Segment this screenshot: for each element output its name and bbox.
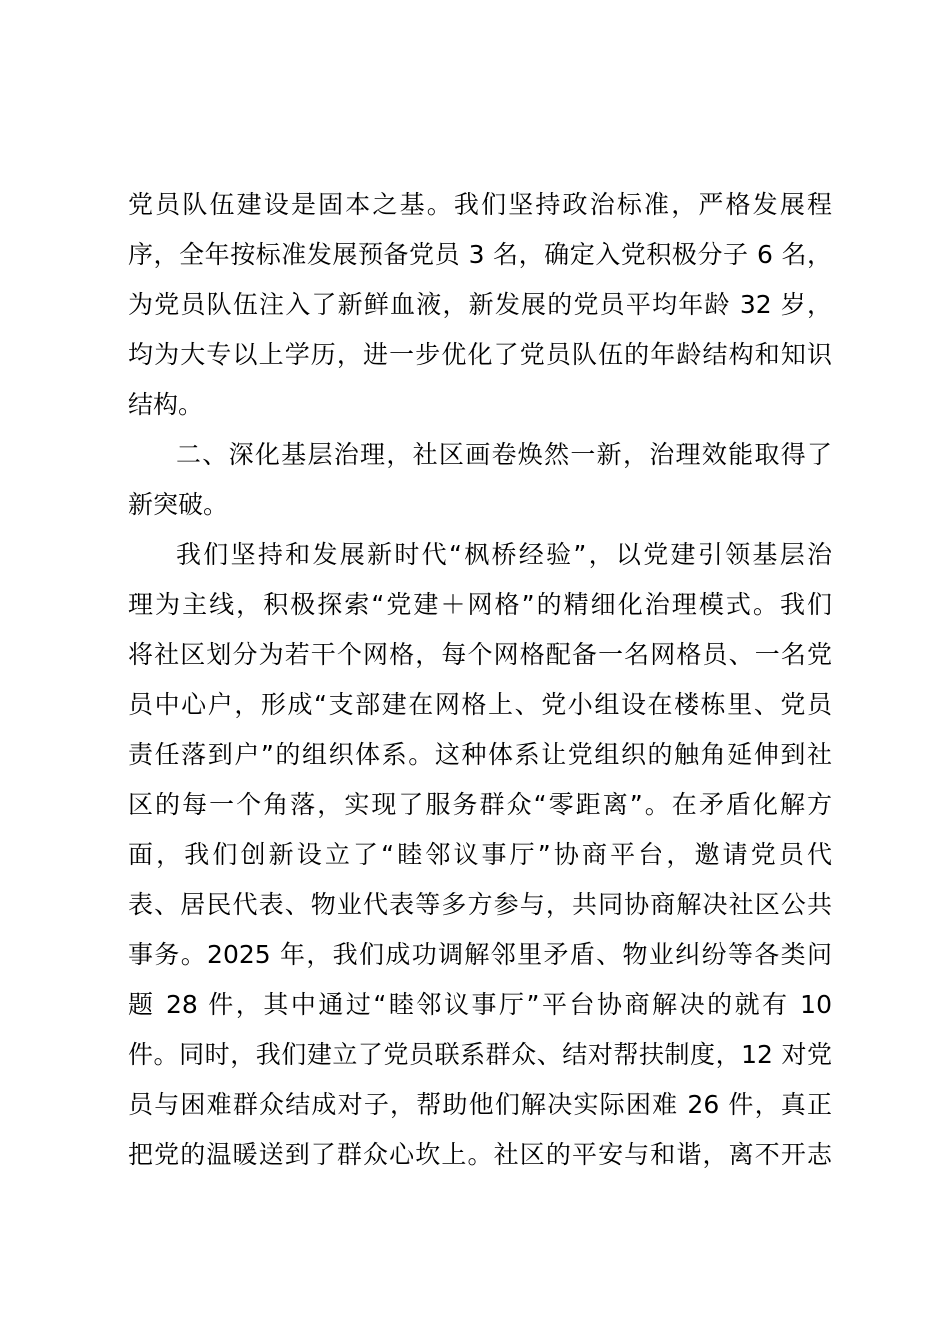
text-line: 把党的温暖送到了群众心坎上。社区的平安与和谐，离不开志 [128, 1140, 832, 1169]
text-line: 表、居民代表、物业代表等多方参与，共同协商解决社区公共 [128, 890, 832, 919]
text-line: 员中心户，形成“支部建在网格上、党小组设在楼栋里、党员 [128, 690, 832, 719]
text-line: 面，我们创新设立了“睦邻议事厅”协商平台，邀请党员代 [128, 840, 832, 869]
text-line: 事务。2025 年，我们成功调解邻里矛盾、物业纠纷等各类问 [128, 940, 832, 969]
text-line: 责任落到户”的组织体系。这种体系让党组织的触角延伸到社 [128, 740, 832, 769]
text-line: 序，全年按标准发展预备党员 3 名，确定入党积极分子 6 名， [128, 240, 832, 269]
text-line: 结构。 [128, 390, 204, 419]
text-line: 理为主线，积极探索“党建＋网格”的精细化治理模式。我们 [128, 590, 832, 619]
text-line: 我们坚持和发展新时代“枫桥经验”，以党建引领基层治 [176, 540, 832, 569]
text-line: 区的每一个角落，实现了服务群众“零距离”。在矛盾化解方 [128, 790, 832, 819]
text-line: 题 28 件，其中通过“睦邻议事厅”平台协商解决的就有 10 [128, 990, 832, 1019]
text-line: 将社区划分为若干个网格，每个网格配备一名网格员、一名党 [128, 640, 832, 669]
paragraph-governance [128, 530, 832, 1180]
heading-line: 新突破。 [128, 490, 229, 519]
section-heading-2 [128, 430, 832, 530]
heading-line: 二、深化基层治理，社区画卷焕然一新，治理效能取得了 [176, 440, 832, 469]
text-line: 为党员队伍注入了新鲜血液，新发展的党员平均年龄 32 岁， [128, 290, 832, 319]
document-page [128, 180, 832, 1180]
text-line: 员与困难群众结成对子，帮助他们解决实际困难 26 件，真正 [128, 1090, 832, 1119]
text-line: 党员队伍建设是固本之基。我们坚持政治标准，严格发展程 [128, 190, 832, 219]
paragraph-party-team [128, 180, 832, 430]
text-line: 件。同时，我们建立了党员联系群众、结对帮扶制度，12 对党 [128, 1040, 832, 1069]
text-line: 均为大专以上学历，进一步优化了党员队伍的年龄结构和知识 [128, 340, 832, 369]
